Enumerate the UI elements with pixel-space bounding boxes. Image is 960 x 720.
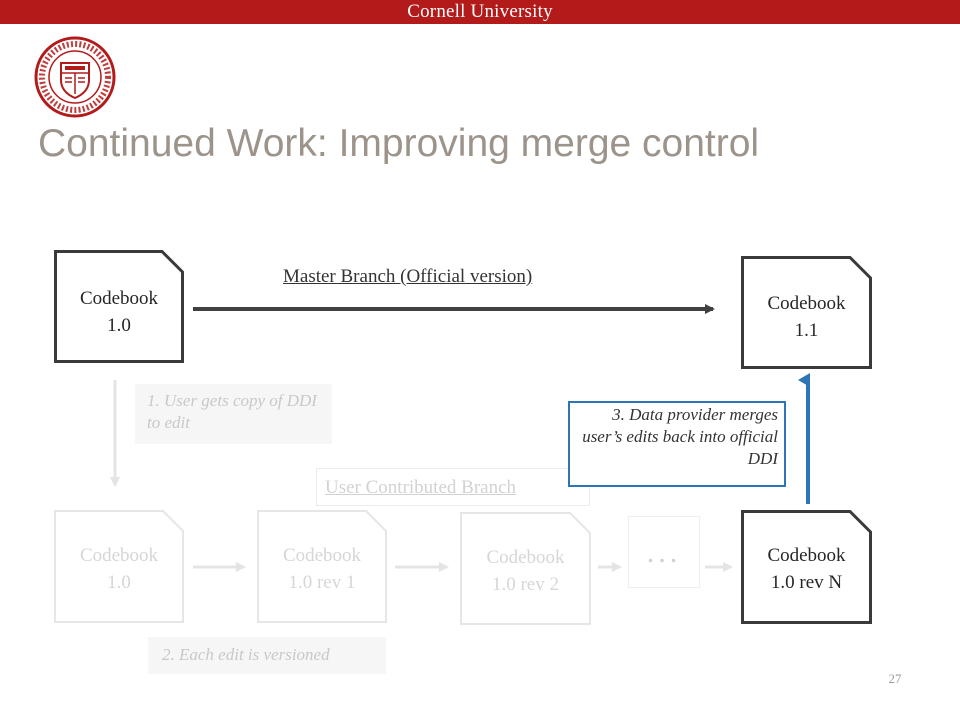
codebook-1-0-master xyxy=(54,250,184,363)
codebook-1-0-user-copy xyxy=(54,510,184,623)
step-3-note: 3. Data provider merges user’s edits back into official DDI xyxy=(568,401,786,487)
node-line1: Codebook xyxy=(79,545,159,566)
node-line2: 1.0 xyxy=(107,572,131,593)
slide-title: Continued Work: Improving merge control xyxy=(38,122,760,165)
codebook-1-0-rev-1 xyxy=(257,510,387,623)
codebook-1-0-rev-n xyxy=(741,510,872,624)
node-line2: 1.0 rev 1 xyxy=(288,572,356,593)
university-name: Cornell University xyxy=(407,1,553,22)
page-number: 27 xyxy=(888,671,902,686)
user-branch-label: User Contributed Branch xyxy=(325,477,517,498)
node-line1: Codebook xyxy=(767,293,846,314)
node-line1: Codebook xyxy=(486,547,565,568)
node-line2: 1.1 xyxy=(794,320,819,341)
user-branch-box xyxy=(316,468,590,506)
node-line2: 1.0 xyxy=(107,315,131,336)
more-revisions-box xyxy=(628,516,700,588)
node-line2: 1.0 rev N xyxy=(770,572,843,593)
node-line1: Codebook xyxy=(767,545,846,566)
step-1-note: 1. User gets copy of DDI to edit xyxy=(135,384,332,444)
codebook-1-0-rev-2 xyxy=(460,512,591,625)
node-line1: Codebook xyxy=(282,545,362,566)
master-branch-label: Master Branch (Official version) xyxy=(283,266,533,287)
codebook-1-1-master xyxy=(741,256,872,369)
ellipsis: ... xyxy=(646,536,682,569)
step-2-note: 2. Each edit is versioned xyxy=(148,637,386,674)
node-line2: 1.0 rev 2 xyxy=(491,574,559,595)
node-line1: Codebook xyxy=(79,288,159,309)
